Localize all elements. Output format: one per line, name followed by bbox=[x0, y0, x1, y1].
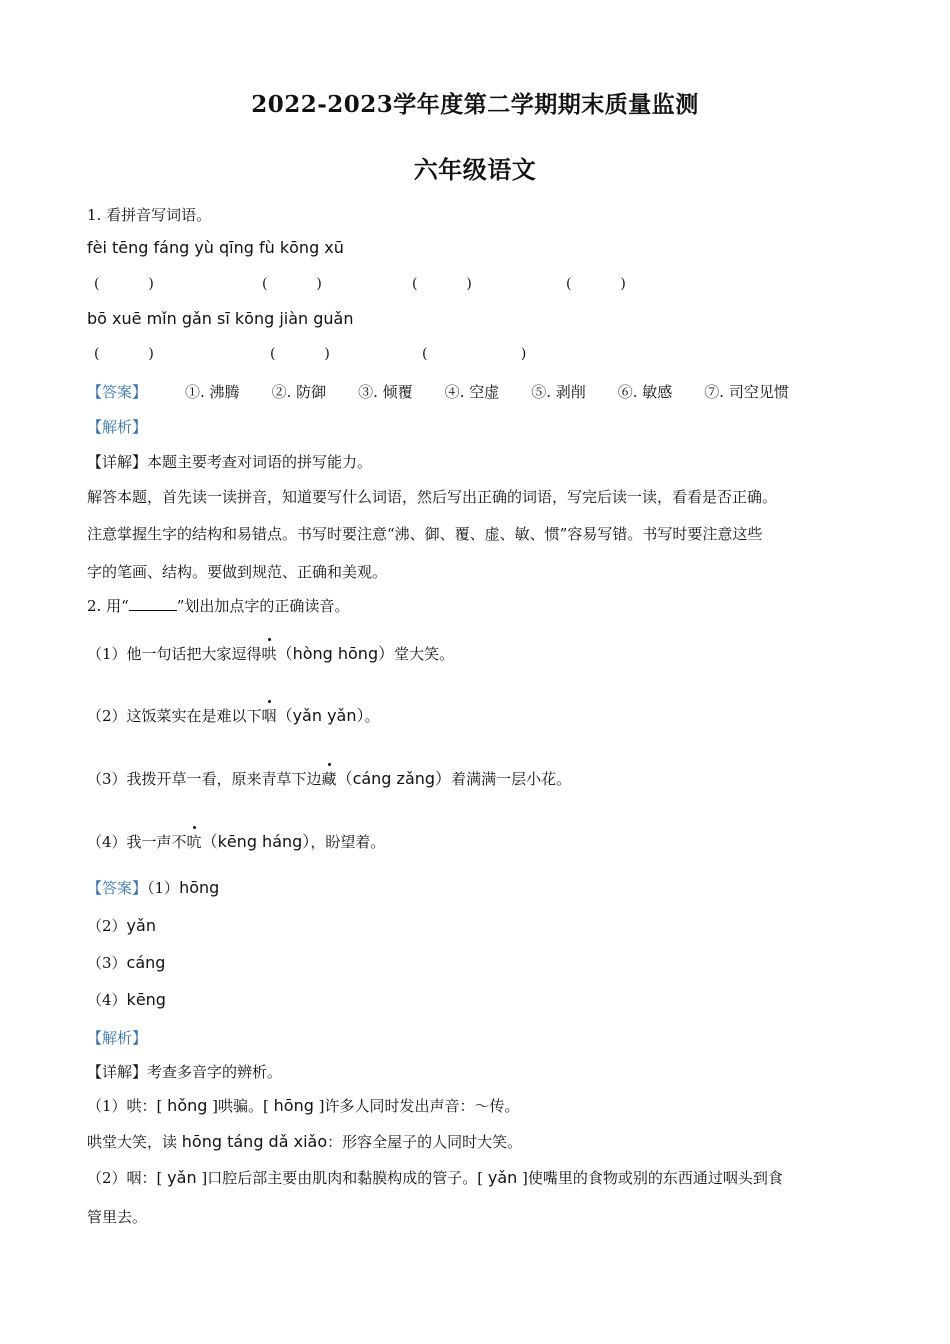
page-subtitle: 六年级语文 bbox=[413, 155, 537, 184]
q1-answer-row bbox=[87, 381, 821, 402]
q2-sentence-1 bbox=[87, 641, 454, 664]
explanation-paragraph: 字的笔画、结构。要做到规范、正确和美观。 bbox=[87, 563, 388, 581]
analysis-label: 【解析】 bbox=[87, 418, 148, 436]
explanation-text: （2）咽：[ bbox=[87, 1169, 168, 1187]
answer-pinyin: kēng bbox=[126, 990, 166, 1009]
pinyin: yǎn bbox=[167, 1168, 197, 1187]
q2-answer-1 bbox=[87, 877, 219, 898]
answer-blank: ( ) bbox=[566, 276, 626, 292]
pinyin: yǎn bbox=[487, 1168, 518, 1187]
answer-item: ④. 空虚 bbox=[444, 383, 500, 401]
q2-sentence-4 bbox=[87, 829, 385, 852]
q2-answer-4 bbox=[87, 989, 166, 1010]
answer-pinyin: cáng bbox=[126, 953, 166, 972]
answer-blank: ( ) bbox=[422, 346, 527, 362]
explanation-text: ]许多人同时发出声音：～传。 bbox=[313, 1097, 520, 1115]
sentence-text: （3）我拨开草一看，原来青草下边 bbox=[87, 770, 322, 788]
q2-prompt-end: ”划出加点字的正确读音。 bbox=[176, 597, 350, 615]
q2-sentence-2 bbox=[87, 703, 380, 726]
pinyin-options: （yǎn yǎn） bbox=[276, 706, 365, 725]
q2-prompt bbox=[87, 595, 349, 616]
answer-label: 【答案】 bbox=[87, 383, 148, 401]
analysis-label: 【解析】 bbox=[87, 1029, 148, 1047]
explanation-paragraph: 解答本题，首先读一读拼音，知道要写什么词语，然后写出正确的词语，写完后读一读，看看是否正确。 bbox=[87, 488, 778, 506]
dotted-char: 咽 bbox=[261, 707, 277, 725]
sentence-text: （4）我一声不 bbox=[87, 833, 187, 851]
pinyin-options: （kēng háng） bbox=[201, 832, 311, 851]
q1-prompt: 1. 看拼音写词语。 bbox=[87, 206, 212, 224]
page-title: 2022-2023学年度第二学期期末质量监测 bbox=[251, 91, 699, 118]
answer-pinyin: yǎn bbox=[126, 916, 156, 935]
q2-prompt-start: 2. 用“ bbox=[87, 597, 129, 615]
dotted-char: 藏 bbox=[321, 770, 337, 788]
pinyin: hōng bbox=[273, 1096, 314, 1115]
pinyin-options: （cáng zǎng） bbox=[336, 769, 452, 788]
q2-answer-3 bbox=[87, 952, 165, 973]
answer-blank: ( ) bbox=[270, 346, 330, 362]
answer-number: （4） bbox=[87, 991, 127, 1009]
dotted-char: 哄 bbox=[261, 645, 277, 663]
sentence-text: （2）这饭菜实在是难以下 bbox=[87, 707, 262, 725]
explanation-text: （1）哄：[ bbox=[87, 1097, 168, 1115]
sentence-text: 堂大笑。 bbox=[394, 645, 455, 663]
sentence-text: （1）他一句话把大家逗得 bbox=[87, 645, 262, 663]
answer-item: ③. 倾覆 bbox=[358, 383, 413, 401]
underline-mark bbox=[129, 598, 177, 611]
answer-blank: ( ) bbox=[262, 276, 322, 292]
explanation-paragraph: 注意掌握生字的结构和易错点。书写时要注意“沸、御、覆、虚、敏、惯”容易写错。书写时要注意这些 bbox=[87, 525, 763, 543]
pinyin: hōng táng dǎ xiǎo bbox=[181, 1132, 328, 1151]
answer-label: 【答案】 bbox=[87, 879, 148, 897]
sentence-text: 。 bbox=[364, 707, 380, 725]
sentence-text: ，盼望着。 bbox=[310, 833, 386, 851]
explanation-line bbox=[87, 1131, 522, 1152]
answer-blank: ( ) bbox=[94, 276, 154, 292]
explanation-line bbox=[87, 1095, 520, 1116]
explanation-text: ]哄骗。[ bbox=[207, 1097, 274, 1115]
detail-heading: 【详解】本题主要考查对词语的拼写能力。 bbox=[87, 453, 373, 471]
answer-number: （3） bbox=[87, 954, 127, 972]
dotted-char: 吭 bbox=[186, 833, 202, 851]
pinyin: hǒng bbox=[167, 1096, 208, 1115]
answer-item: ①. 沸腾 bbox=[185, 383, 240, 401]
answer-item: ⑦. 司空见惯 bbox=[704, 383, 789, 401]
answer-pinyin: hōng bbox=[179, 878, 220, 897]
explanation-text: ]口腔后部主要由肌肉和黏膜构成的管子。[ bbox=[196, 1169, 488, 1187]
q1-pinyin-row1: fèi tēng fáng yù qīng fù kōng xū bbox=[87, 238, 344, 257]
explanation-line: 管里去。 bbox=[87, 1208, 148, 1226]
answer-number: （1） bbox=[147, 879, 180, 897]
answer-number: （2） bbox=[87, 917, 127, 935]
q1-pinyin-row2: bō xuē mǐn gǎn sī kōng jiàn guǎn bbox=[87, 309, 354, 328]
answer-item: ②. 防御 bbox=[271, 383, 327, 401]
answer-blank: ( ) bbox=[412, 276, 472, 292]
explanation-line bbox=[87, 1167, 783, 1188]
sentence-text: 着满满一层小花。 bbox=[451, 770, 572, 788]
q2-sentence-3 bbox=[87, 766, 571, 789]
answer-blank: ( ) bbox=[94, 346, 154, 362]
explanation-text: ]使嘴里的食物或别的东西通过咽头到食 bbox=[517, 1169, 783, 1187]
detail-heading: 【详解】考查多音字的辨析。 bbox=[87, 1063, 283, 1081]
answer-item: ⑥. 敏感 bbox=[617, 383, 673, 401]
answer-item: ⑤. 剥削 bbox=[531, 383, 586, 401]
q2-answer-2 bbox=[87, 915, 156, 936]
explanation-text: ：形容全屋子的人同时大笑。 bbox=[327, 1133, 523, 1151]
pinyin-options: （hòng hōng） bbox=[276, 644, 395, 663]
explanation-text: 哄堂大笑，读 bbox=[87, 1133, 182, 1151]
